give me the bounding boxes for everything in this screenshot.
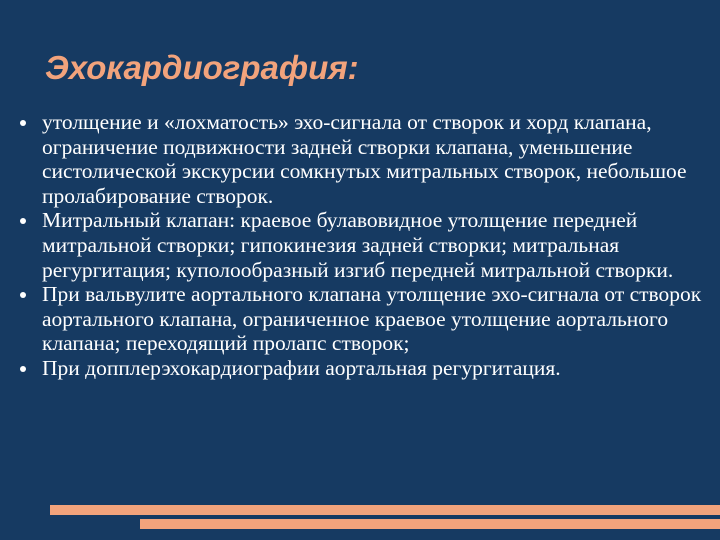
decorative-bar-top <box>50 505 720 515</box>
bullet-dot-icon <box>20 292 26 298</box>
bullet-text: Митральный клапан: краевое булавовидное утолщение передней митральной створки; гипокинезия задней створки; митральная регургитация; куполообразный изгиб передней митральной створки. <box>42 208 674 282</box>
bullet-item <box>18 282 718 356</box>
bullet-text: При вальвулите аортального клапана утолщение эхо-сигнала от створок аортального клапана, ограниченное краевое утолщение аортального клапана; переходящий пролапс створок; <box>42 282 702 356</box>
slide-title: Эхокардиография: <box>45 49 359 86</box>
bullet-dot-icon <box>20 218 26 224</box>
bullet-dot-icon <box>20 366 26 372</box>
bullet-text: утолщение и «лохматость» эхо-сигнала от створок и хорд клапана, ограничение подвижности задней створки клапана, уменьшение систолической экскурсии сомкнутых митральных створок, небольшое пролабирование створок. <box>42 110 687 208</box>
bullet-item <box>18 110 718 208</box>
bullet-item <box>18 356 718 381</box>
bullet-dot-icon <box>20 120 26 126</box>
bullet-item <box>18 208 718 282</box>
decorative-bar-bottom <box>140 519 720 529</box>
bullet-list <box>18 110 718 381</box>
bullet-text: При допплерэхокардиографии аортальная регургитация. <box>42 355 561 380</box>
